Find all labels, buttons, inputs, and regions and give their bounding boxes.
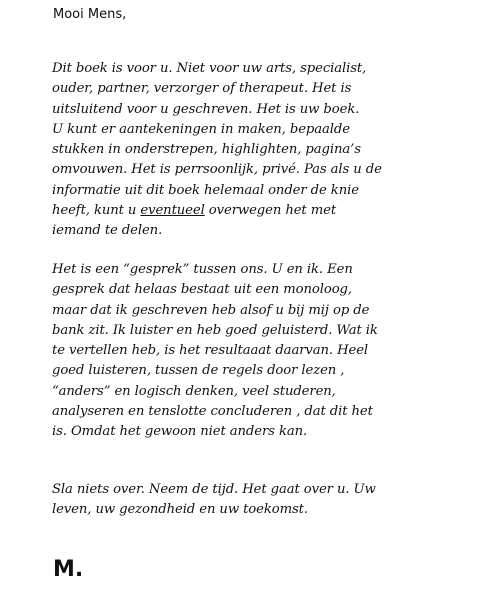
text-line: “anders” en logisch denken, veel studeren, (52, 383, 336, 399)
text-line: Het is een “gesprek” tussen ons. U en ik. Een (52, 262, 353, 277)
text-line: Dit boek is voor u. Niet voor uw arts, specialist, (52, 61, 367, 76)
paragraph-closing (52, 480, 376, 521)
underlined-word: eventueel (140, 203, 205, 219)
signature: M. (53, 557, 84, 582)
text-line (52, 201, 382, 221)
text-line: bank zit. Ik luister en heb goed geluisterd. Wat ik (52, 322, 378, 338)
text-line: informatie uit dit boek helemaal onder de knie (52, 182, 359, 198)
text-line: te vertellen heb, is het resultaaat daarvan. Heel (52, 343, 369, 359)
text-line: stukken in onderstrepen, highlighten, pagina’s (52, 142, 361, 158)
text-line: omvouwen. Het is perrsoonlijk, privé. Pas als u de (52, 162, 382, 178)
text-line: uitsluitend voor u geschreven. Het is uw boek. (52, 101, 360, 117)
text-segment: heeft, kunt u (52, 203, 141, 219)
text-line: is. Omdat het gewoon niet anders kan. (52, 424, 308, 440)
paragraph-intro (52, 59, 382, 242)
text-line: iemand te delen. (52, 223, 163, 239)
text-line: gesprek dat helaas bestaat uit een monoloog, (52, 282, 352, 298)
text-segment: overwegen het met (204, 203, 337, 219)
salutation: Mooi Mens, (53, 7, 127, 22)
text-line: analyseren en tenslotte concluderen , dat dit het (52, 404, 373, 420)
text-line: maar dat ik geschreven heb alsof u bij mij op de (52, 302, 370, 318)
text-line: Sla niets over. Neem de tijd. Het gaat over u. Uw (52, 482, 376, 497)
text-line: ouder, partner, verzorger of therapeut. Het is (52, 81, 352, 97)
text-line: goed luisteren, tussen de regels door lezen , (52, 363, 345, 379)
text-line: U kunt er aantekeningen in maken, bepaalde (52, 121, 350, 137)
paragraph-conversation (52, 260, 378, 443)
text-line: leven, uw gezondheid en uw toekomst. (52, 502, 308, 518)
